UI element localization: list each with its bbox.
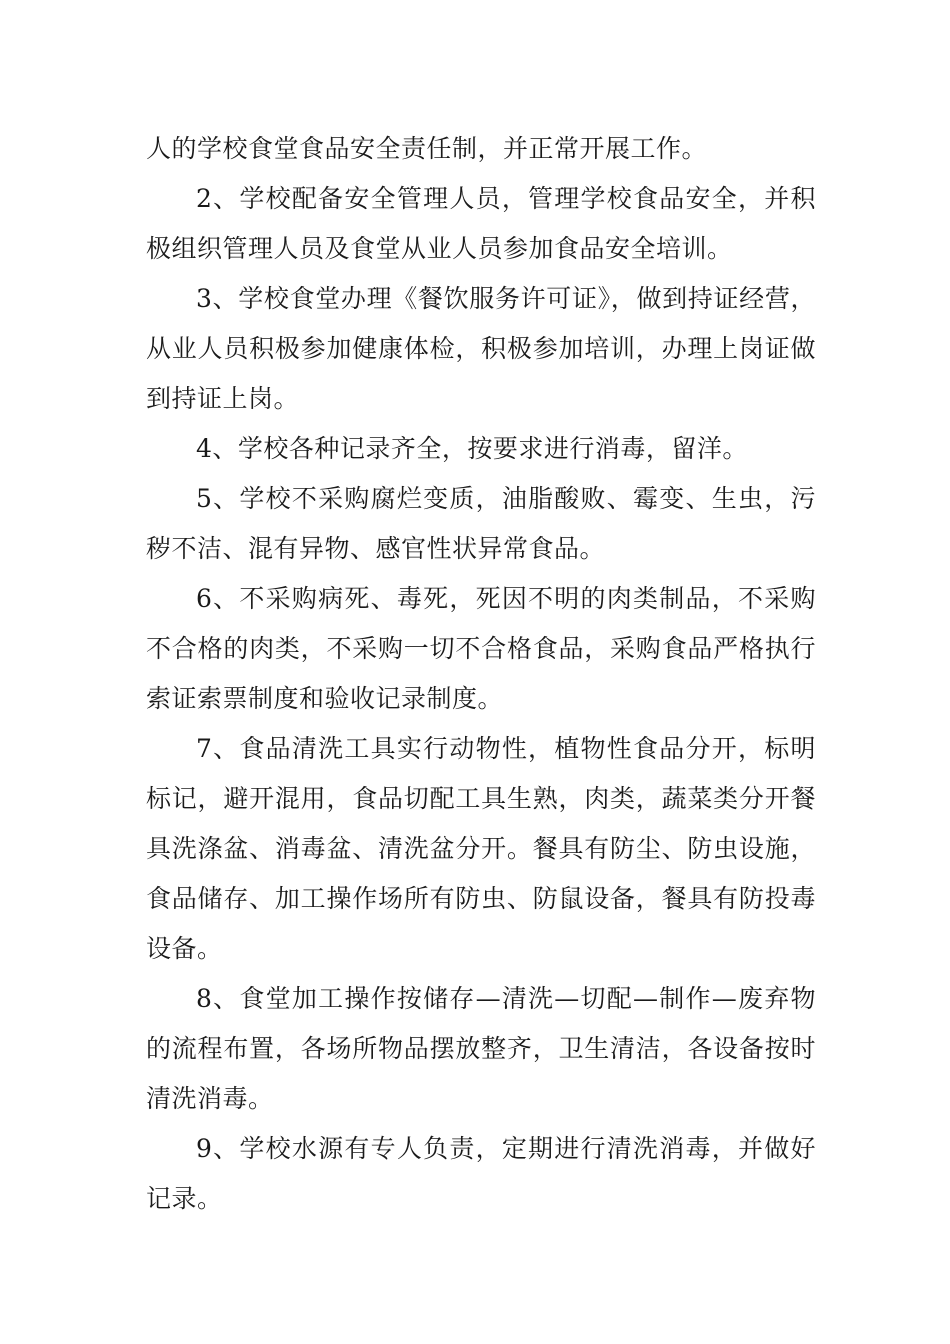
paragraph-item-2: 2、学校配备安全管理人员，管理学校食品安全，并积极组织管理人员及食堂从业人员参加食品安全培训。: [146, 184, 816, 263]
paragraph-item-3: 3、学校食堂办理《餐饮服务许可证》，做到持证经营，从业人员积极参加健康体检，积极参加培训，办理上岗证做到持证上岗。: [146, 284, 816, 413]
paragraph-item-8: 8、食堂加工操作按储存—清洗—切配—制作—废弃物的流程布置，各场所物品摆放整齐，卫生清洁，各设备按时清洗消毒。: [146, 984, 816, 1113]
paragraph-continuation: 人的学校食堂食品安全责任制，并正常开展工作。: [146, 134, 708, 163]
paragraph-item-7: 7、食品清洗工具实行动物性，植物性食品分开，标明标记，避开混用，食品切配工具生熟，肉类，蔬菜类分开餐具洗涤盆、消毒盆、清洗盆分开。餐具有防尘、防虫设施，食品储存、加工操作场所有防虫、防鼠设备，餐具有防投毒设备。: [146, 734, 816, 963]
paragraph-item-4: 4、学校各种记录齐全，按要求进行消毒，留洋。: [196, 434, 748, 463]
paragraph-item-6: 6、不采购病死、毒死，死因不明的肉类制品，不采购不合格的肉类，不采购一切不合格食品，采购食品严格执行索证索票制度和验收记录制度。: [146, 584, 816, 713]
paragraph-item-5: 5、学校不采购腐烂变质，油脂酸败、霉变、生虫，污秽不洁、混有异物、感官性状异常食品。: [146, 484, 816, 563]
document-body: [146, 124, 816, 1224]
paragraph-item-9: 9、学校水源有专人负责，定期进行清洗消毒，并做好记录。: [146, 1134, 816, 1213]
